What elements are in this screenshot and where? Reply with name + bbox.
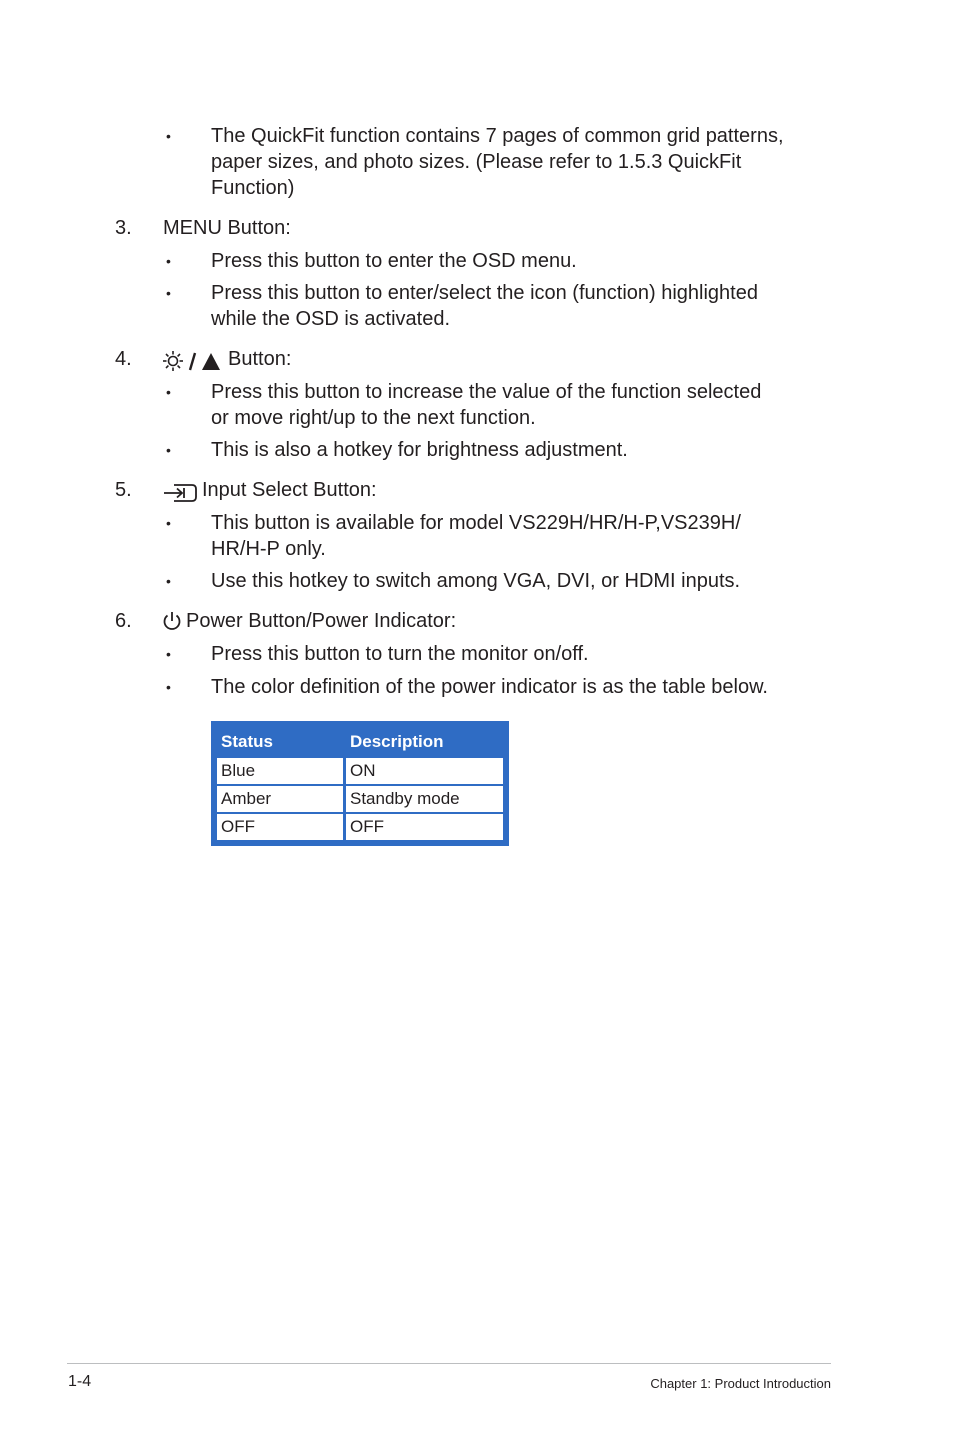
bullet-mark: • (166, 573, 171, 589)
bullet-mark: • (166, 253, 171, 269)
menu-button-heading: MENU Button: (163, 217, 291, 239)
input-bullet-1-line-2: HR/H-P only. (211, 538, 326, 560)
bullet-mark: • (166, 646, 171, 662)
table-row (217, 756, 503, 784)
item-number-4: 4. (115, 348, 132, 370)
bullet-mark: • (166, 285, 171, 301)
brightness-bullet-2: This is also a hotkey for brightness adjustment. (211, 439, 628, 461)
input-select-heading: Input Select Button: (202, 479, 377, 501)
brightness-bullet-1-line-1: Press this button to increase the value of the function selected (211, 381, 762, 403)
brightness-up-icons (162, 349, 224, 373)
intro-line-2: paper sizes, and photo sizes. (Please refer to 1.5.3 QuickFit (211, 151, 742, 173)
item-number-5: 5. (115, 479, 132, 501)
table-cell-status: Amber (217, 784, 346, 812)
page-number: 1-4 (68, 1373, 92, 1390)
bullet-mark: • (166, 442, 171, 458)
input-select-icon (162, 482, 198, 504)
bullet-mark: • (166, 128, 171, 144)
power-heading: Power Button/Power Indicator: (186, 610, 457, 632)
menu-bullet-1: Press this button to enter the OSD menu. (211, 250, 577, 272)
intro-line-3: Function) (211, 177, 295, 199)
table-cell-status: Blue (217, 756, 346, 784)
bullet-mark: • (166, 679, 171, 695)
footer-divider (67, 1363, 831, 1364)
brightness-icon (163, 351, 183, 371)
power-bullet-1: Press this button to turn the monitor on/off. (211, 643, 589, 665)
bullet-mark: • (166, 384, 171, 400)
table-cell-description: Standby mode (346, 784, 503, 812)
table-header-status: Status (217, 727, 346, 756)
intro-line-1: The QuickFit function contains 7 pages of common grid patterns, (211, 125, 784, 147)
brightness-bullet-1-line-2: or move right/up to the next function. (211, 407, 536, 429)
item-number-3: 3. (115, 217, 132, 239)
up-triangle-icon (202, 353, 220, 370)
brightness-button-heading: Button: (228, 348, 292, 370)
table-header-row (217, 727, 503, 756)
power-bullet-2: The color definition of the power indicator is as the table below. (211, 676, 768, 698)
menu-bullet-2-line-2: while the OSD is activated. (211, 308, 450, 330)
input-bullet-1-line-1: This button is available for model VS229H/HR/H-P,VS239H/ (211, 512, 741, 534)
input-bullet-2: Use this hotkey to switch among VGA, DVI, or HDMI inputs. (211, 570, 741, 592)
table-cell-description: ON (346, 756, 503, 784)
item-number-6: 6. (115, 610, 132, 632)
power-icon (162, 610, 182, 632)
power-indicator-table (211, 721, 509, 846)
table-row (217, 812, 503, 840)
table-header-description: Description (350, 731, 444, 751)
bullet-mark: • (166, 515, 171, 531)
table-row (217, 784, 503, 812)
menu-bullet-2-line-1: Press this button to enter/select the icon (function) highlighted (211, 282, 758, 304)
table-cell-status: OFF (217, 812, 346, 840)
chapter-title: Chapter 1: Product Introduction (650, 1376, 831, 1391)
table-cell-description: OFF (346, 812, 503, 840)
